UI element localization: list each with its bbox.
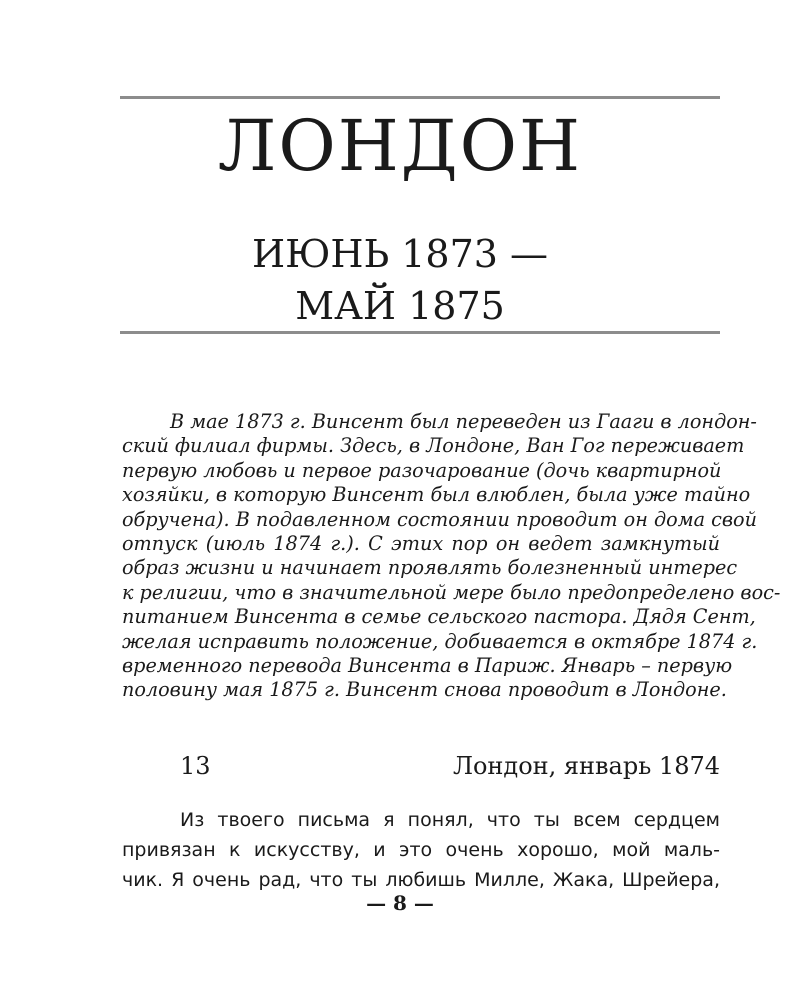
letter-line: Из твоего письма я понял, что ты всем сердцем <box>180 809 720 831</box>
intro-line: В мае 1873 г. Винсент был переведен из Гааги в лондон- <box>170 410 757 433</box>
letter-body <box>122 805 720 895</box>
letter-number: 13 <box>180 752 211 780</box>
letter-line: привязан к искусству, и это очень хорошо, мой маль- <box>122 839 720 861</box>
intro-line: к религии, что в значительной мере было предопределено вос- <box>122 580 781 604</box>
intro-paragraph <box>122 410 781 703</box>
intro-line: образ жизни и начинает проявлять болезненный интерес <box>122 556 738 580</box>
page-number: — 8 — <box>366 891 434 915</box>
chapter-subtitle <box>0 228 800 332</box>
middle-divider <box>120 331 720 334</box>
intro-line: питанием Винсента в семье сельского пастора. Дядя Сент, <box>122 605 756 629</box>
letter-heading <box>122 748 720 784</box>
intro-line: отпуск (июль 1874 г.). С этих пор он ведет замкнутый <box>122 532 720 556</box>
intro-line: временного перевода Винсента в Париж. Январь – первую <box>122 654 733 678</box>
subtitle-line-2: МАЙ 1875 <box>295 284 505 328</box>
top-divider <box>120 96 720 99</box>
letter-line: чик. Я очень рад, что ты любишь Милле, Жака, Шрейера, <box>122 869 720 891</box>
intro-line: хозяйки, в которую Винсент был влюблен, была уже тайно <box>122 483 751 507</box>
letter-place-date: Лондон, январь 1874 <box>452 752 720 780</box>
intro-line: обручена). В подавленном состоянии проводит он дома свой <box>122 507 757 531</box>
intro-line: половину мая 1875 г. Винсент снова проводит в Лондоне. <box>122 678 727 702</box>
intro-line: первую любовь и первое разочарование (дочь квартирной <box>122 458 722 482</box>
intro-line: ский филиал фирмы. Здесь, в Лондоне, Ван Гог переживает <box>122 434 745 458</box>
chapter-title: ЛОНДОН <box>217 105 583 187</box>
intro-line: желая исправить положение, добивается в октябре 1874 г. <box>122 629 758 653</box>
subtitle-line-1: ИЮНЬ 1873 — <box>251 232 549 276</box>
